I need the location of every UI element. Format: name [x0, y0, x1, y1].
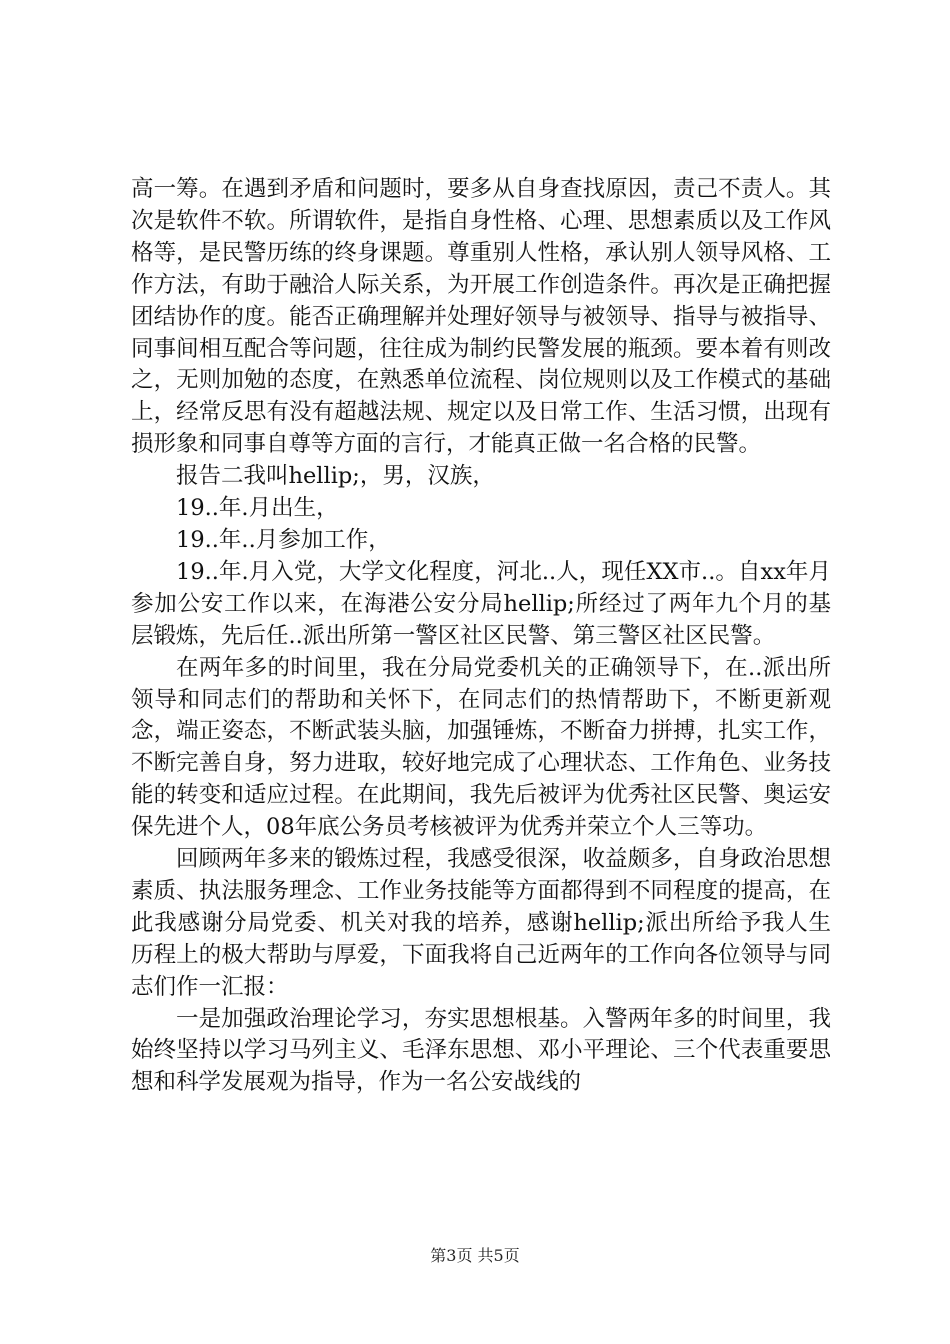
paragraph-6: 在两年多的时间里，我在分局党委机关的正确领导下，在..派出所领导和同志们的帮助和关怀下，在同志们的热情帮助下，不断更新观念，端正姿态，不断武装头脑，加强锤炼，不断奋力拼搏，扎实工作，不断完善自身，努力进取，较好地完成了心理状态、工作角色、业务技能的转变和适应过程。在此期间，我先后被评为优秀社区民警、奥运安保先进个人，08年底公务员考核被评为优秀并荣立个人三等功。	[131, 654, 831, 841]
paragraph-7: 回顾两年多来的锻炼过程，我感受很深，收益颇多，自身政治思想素质、执法服务理念、工作业务技能等方面都得到不同程度的提高，在此我感谢分局党委、机关对我的培养，感谢hellip;派出所给予我人生历程上的极大帮助与厚爱，下面我将自己近两年的工作向各位领导与同志们作一汇报：	[131, 846, 831, 1000]
paragraph-4: 19..年..月参加工作，	[176, 526, 391, 553]
paragraph-8: 一是加强政治理论学习，夯实思想根基。入警两年多的时间里，我始终坚持以学习马列主义、毛泽东思想、邓小平理论、三个代表重要思想和科学发展观为指导，作为一名公安战线的	[131, 1005, 831, 1096]
paragraph-3: 19..年.月出生，	[176, 495, 339, 522]
paragraph-5: 19..年.月入党，大学文化程度，河北..人，现任XX市..。自xx年月参加公安工作以来，在海港公安分局hellip;所经过了两年九个月的基层锻炼，先后任..派出所第一警区社区民警、第三警区社区民警。	[131, 558, 831, 649]
page-number-label: 第3页 共5页	[430, 1246, 520, 1265]
document-body	[131, 174, 831, 1099]
paragraph-1: 高一筹。在遇到矛盾和问题时，要多从自身查找原因，责己不责人。其次是软件不软。所谓软件，是指自身性格、心理、思想素质以及工作风格等，是民警历练的终身课题。尊重别人性格，承认别人领导风格、工作方法，有助于融洽人际关系，为开展工作创造条件。再次是正确把握团结协作的度。能否正确理解并处理好领导与被领导、指导与被指导、同事间相互配合等问题，往往成为制约民警发展的瓶颈。要本着有则改之，无则加勉的态度，在熟悉单位流程、岗位规则以及工作模式的基础上，经常反思有没有超越法规、规定以及日常工作、生活习惯，出现有损形象和同事自尊等方面的言行，才能真正做一名合格的民警。	[131, 176, 831, 458]
paragraph-2: 报告二我叫hellip;，男，汉族，	[176, 463, 495, 490]
page-footer	[0, 1246, 950, 1266]
